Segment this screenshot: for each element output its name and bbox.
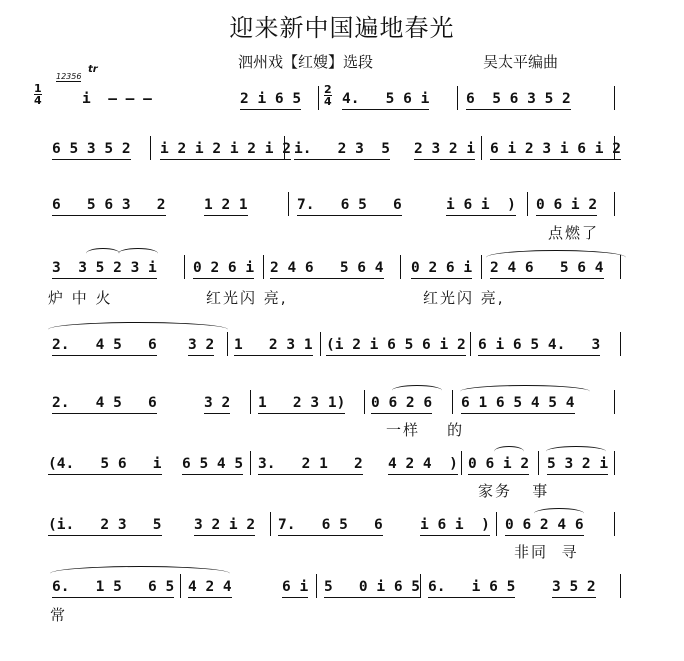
measure: 6 i [282, 578, 308, 598]
barline [614, 512, 615, 536]
barline [250, 390, 251, 414]
lyric: 点燃了 [548, 224, 600, 242]
barline [284, 136, 285, 160]
measure: 6 5 3 5 2 [52, 140, 131, 160]
barline [364, 390, 365, 414]
composer-credit: 吴太平编曲 [483, 53, 559, 71]
slur-mark [48, 322, 228, 337]
measure: 6 1 6 5 4 5 4 [461, 394, 575, 414]
slur-mark [118, 248, 158, 259]
measure: i 2 i 2 i 2 i 2 [160, 140, 291, 160]
measure: i. 2 3 5 [294, 140, 390, 160]
measure: 1 2 1 [204, 196, 248, 216]
lyric: 家务 事 [478, 482, 550, 500]
barline [481, 136, 482, 160]
measure: (i. 2 3 5 [48, 516, 162, 536]
barline [470, 332, 471, 356]
lyric: 常 [50, 606, 68, 624]
measure: 2 i 6 5 [240, 90, 301, 110]
measure: 3 2 [188, 336, 214, 356]
barline [227, 332, 228, 356]
time-signature-2-4 [324, 84, 332, 107]
ts-numerator: 2 [324, 83, 332, 96]
measure: i — — — [82, 91, 152, 107]
measure: 3. 2 1 2 [258, 455, 363, 475]
measure: 1 2 3 1) [258, 394, 345, 414]
lyric: 炉 中 火 [48, 289, 113, 307]
ts-denominator: 4 [34, 94, 42, 107]
measure: 1 2 3 1 [234, 336, 313, 356]
barline [288, 192, 289, 216]
barline [457, 86, 458, 110]
measure: i 6 i ) [446, 196, 516, 216]
staff-line-4 [0, 259, 684, 285]
measure: 4 2 4 ) [388, 455, 458, 475]
barline [250, 451, 251, 475]
staff-line-2 [0, 140, 684, 166]
barline [614, 390, 615, 414]
barline [316, 574, 317, 598]
staff-line-7 [0, 455, 684, 481]
barline [620, 255, 621, 279]
staff-line-5 [0, 336, 684, 362]
ts-denominator: 4 [324, 95, 332, 108]
measure: 0 6 2 4 6 [505, 516, 584, 536]
barline [180, 574, 181, 598]
measure: 2. 4 5 6 [52, 394, 157, 414]
barline [263, 255, 264, 279]
barline [270, 512, 271, 536]
measure: 2. 4 5 6 [52, 336, 157, 356]
barline [527, 192, 528, 216]
measure: (4. 5 6 i [48, 455, 162, 475]
measure: 6 5 4 5 [182, 455, 243, 475]
ts-numerator: 1 [34, 82, 42, 95]
barline [614, 451, 615, 475]
lyric: 红光闪 亮, [206, 289, 288, 307]
barline [400, 255, 401, 279]
measure: 6. 1 5 6 5 [52, 578, 174, 598]
measure: 5 0 i 6 5 [324, 578, 420, 598]
grace-notes: 12356 [56, 72, 82, 81]
measure: 2 4 6 5 6 4 [490, 259, 604, 279]
barline [420, 574, 421, 598]
barline [320, 332, 321, 356]
measure: 3 5 2 [552, 578, 596, 598]
barline [614, 192, 615, 216]
staff-line-1 [0, 83, 684, 116]
measure: 6 i 6 5 4. 3 [478, 336, 600, 356]
measure: 0 6 i 2 [536, 196, 597, 216]
barline [318, 86, 319, 110]
lyric: 非同 寻 [514, 543, 579, 561]
measure: 4 2 4 [188, 578, 232, 598]
lyric: 一样 的 [386, 421, 465, 439]
barline [496, 512, 497, 536]
measure: 0 6 2 6 [371, 394, 432, 414]
measure: 0 2 6 i [193, 259, 254, 279]
measure: 6 i 2 3 i 6 i 2 [490, 140, 621, 160]
song-title: 迎来新中国遍地春光 [229, 14, 455, 42]
lyric: 红光闪 亮, [423, 289, 505, 307]
measure: 2 3 2 i [414, 140, 475, 160]
barline [461, 451, 462, 475]
measure: 0 2 6 i [411, 259, 472, 279]
measure: 6. i 6 5 [428, 578, 515, 598]
barline [452, 390, 453, 414]
barline [620, 574, 621, 598]
barline [150, 136, 151, 160]
barline [614, 136, 615, 160]
measure: i 6 i ) [420, 516, 490, 536]
measure: 3 2 [204, 394, 230, 414]
barline [614, 86, 615, 110]
staff-line-8 [0, 516, 684, 542]
measure: 7. 6 5 6 [297, 196, 402, 216]
staff-line-6 [0, 394, 684, 420]
barline [184, 255, 185, 279]
measure: 6 5 6 3 2 [52, 196, 166, 216]
measure: 4. 5 6 i [342, 90, 429, 110]
measure: 3 2 i 2 [194, 516, 255, 536]
staff-line-9 [0, 578, 684, 604]
opera-subtitle: 泗州戏【红嫂】选段 [238, 53, 374, 71]
trill-mark: tr [88, 64, 98, 75]
measure: 2 4 6 5 6 4 [270, 259, 384, 279]
measure: (i 2 i 6 5 6 i 2 [326, 336, 466, 356]
staff-line-3 [0, 196, 684, 222]
measure: 3 3 5 2 3 i [52, 259, 157, 279]
slur-mark [86, 248, 120, 259]
measure: 7. 6 5 6 [278, 516, 383, 536]
measure: 0 6 i 2 [468, 455, 529, 475]
measure: 6 5 6 3 5 2 [466, 90, 571, 110]
barline [481, 255, 482, 279]
measure: 5 3 2 i [547, 455, 608, 475]
barline [538, 451, 539, 475]
barline [620, 332, 621, 356]
